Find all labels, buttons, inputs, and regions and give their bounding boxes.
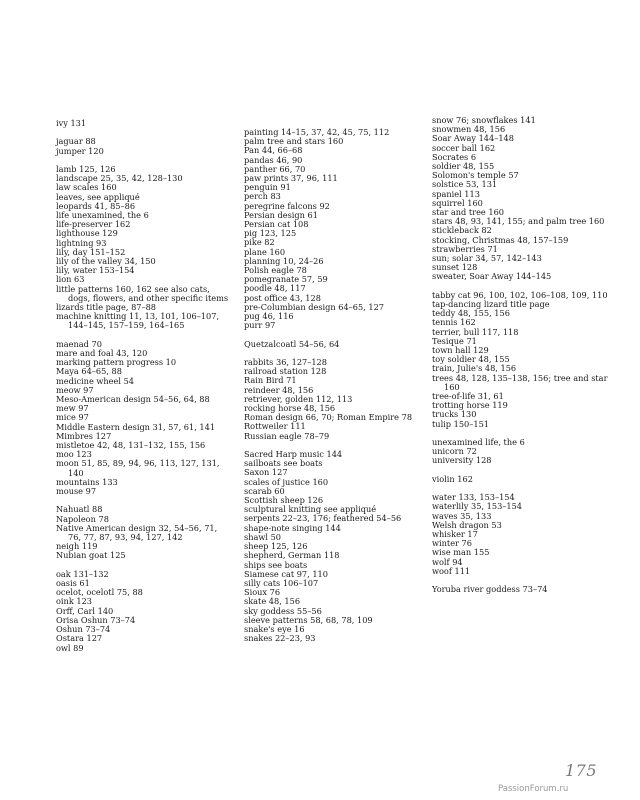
index-entry: unexamined life, the 6 xyxy=(432,437,525,448)
index-entry: trees 48, 128, 135–138, 156; tree and star 160 xyxy=(432,372,608,392)
index-entry: maenad 70 xyxy=(56,338,102,349)
index-entry: woof 111 xyxy=(432,565,471,576)
index-entry: Roman design 66, 70; Roman Empire 78 xyxy=(244,412,413,423)
index-entry: waterlily 35, 153–154 xyxy=(432,501,522,512)
index-entry: Yoruba river goddess 73–74 xyxy=(432,584,548,595)
index-entry: violin 162 xyxy=(432,473,473,484)
index-entry: sun; solar 34, 57, 142–143 xyxy=(432,253,542,264)
index-entry: trucks 130 xyxy=(432,409,477,420)
index-entry: university 128 xyxy=(432,455,492,466)
index-entry: Middle Eastern design 31, 57, 61, 141 xyxy=(56,421,216,432)
index-entry: machine knitting 11, 13, 101, 106–107, 144–145, 157–159, 164–165 xyxy=(56,311,220,331)
index-entry: planning 10, 24–26 xyxy=(244,255,324,266)
index-entry: Napoleon 78 xyxy=(56,513,109,524)
index-entry: mare and foal 43, 120 xyxy=(56,348,148,359)
index-entry: sweater, Soar Away 144–145 xyxy=(432,271,552,282)
index-entry: shepherd, German 118 xyxy=(244,550,340,561)
index-entry: sunset 128 xyxy=(432,262,478,273)
index-entry: poodle 48, 117 xyxy=(244,283,306,294)
index-entry: soccer ball 162 xyxy=(432,142,496,153)
index-entry: train, Julie's 48, 156 xyxy=(432,363,517,374)
index-entry: tabby cat 96, 100, 102, 106–108, 109, 110 xyxy=(432,289,608,300)
index-column-1 xyxy=(56,119,232,653)
index-entry: town hall 129 xyxy=(432,345,489,356)
index-entry: stickleback 82 xyxy=(432,225,492,236)
index-entry: wolf 94 xyxy=(432,556,463,567)
index-entry: Mimbres 127 xyxy=(56,430,112,441)
index-entry: medicine wheel 54 xyxy=(56,375,135,386)
index-entry: mice 97 xyxy=(56,412,89,423)
index-entry: tree-of-life 31, 61 xyxy=(432,391,504,402)
index-entry: stocking, Christmas 48, 157–159 xyxy=(432,234,569,245)
index-entry: Nubian goat 125 xyxy=(56,550,126,561)
index-entry: Rain Bird 71 xyxy=(244,375,297,386)
index-entry: scales of justice 160 xyxy=(244,476,329,487)
index-entry: Siamese cat 97, 110 xyxy=(244,568,328,579)
index-entry: jaguar 88 xyxy=(56,136,96,147)
index-entry: Scottish sheep 126 xyxy=(244,495,324,506)
index-entry: Persian design 61 xyxy=(244,209,318,220)
index-entry: wise man 155 xyxy=(432,547,490,558)
index-entry: solstice 53, 131 xyxy=(432,179,498,190)
index-entry: snakes 22–23, 93 xyxy=(244,633,316,644)
index-entry: stars 48, 93, 141, 155; and palm tree 160 xyxy=(432,216,605,227)
index-entry: Russian eagle 78–79 xyxy=(244,430,330,441)
index-entry: leopards 41, 85–86 xyxy=(56,200,136,211)
index-entry: Orff, Carl 140 xyxy=(56,605,114,616)
index-entry: pike 82 xyxy=(244,237,275,248)
index-entry: Native American design 32, 54–56, 71, 76, 77, 87, 93, 94, 127, 142 xyxy=(56,522,218,543)
index-entry: lily, water 153–154 xyxy=(56,265,135,276)
index-entry: tap-dancing lizard title page xyxy=(432,299,550,310)
index-entry: law scales 160 xyxy=(56,182,117,193)
index-entry: lizards title page, 87–88 xyxy=(56,302,157,313)
index-entry: purr 97 xyxy=(244,320,276,331)
index-entry: moo 123 xyxy=(56,449,92,460)
index-entry: spaniel 113 xyxy=(432,188,480,199)
index-entry: Welsh dragon 53 xyxy=(432,519,502,530)
index-entry: tulip 150–151 xyxy=(432,418,489,429)
index-entry: pug 46, 116 xyxy=(244,311,294,322)
index-entry: snow 76; snowflakes 141 xyxy=(432,115,536,125)
index-entry: sculptural knitting see appliqué xyxy=(244,504,377,515)
index-entry: pomegranate 57, 59 xyxy=(244,274,328,285)
index-entry: Persian cat 108 xyxy=(244,219,309,230)
index-entry: ocelot, ocelotl 75, 88 xyxy=(56,587,143,598)
index-entry: lighthouse 129 xyxy=(56,228,118,239)
index-entry: shawl 50 xyxy=(244,531,282,542)
index-entry: soldier 48, 155 xyxy=(432,161,495,172)
index-entry: oasis 61 xyxy=(56,578,90,589)
index-entry: palm tree and stars 160 xyxy=(244,136,344,147)
index-entry: Nahuatl 88 xyxy=(56,504,103,515)
index-entry: owl 89 xyxy=(56,642,84,653)
index-entry: snake's eye 16 xyxy=(244,623,305,634)
index-entry: scarab 60 xyxy=(244,485,285,496)
index-entry: sheep 125, 126 xyxy=(244,541,308,552)
index-entry: terrier, bull 117, 118 xyxy=(432,326,519,337)
index-entry: reindeer 48, 156 xyxy=(244,384,314,395)
page-number: 175 xyxy=(565,761,598,780)
index-entry: whisker 17 xyxy=(432,529,478,540)
index-entry: jumper 120 xyxy=(56,145,104,156)
index-column-2 xyxy=(244,128,420,643)
index-entry: Meso-American design 54–56, 64, 88 xyxy=(56,394,210,405)
index-entry: lily of the valley 34, 150 xyxy=(56,256,156,267)
index-entry: mistletoe 42, 48, 131–132, 155, 156 xyxy=(56,440,206,451)
index-entry: Quetzalcoatl 54–56, 64 xyxy=(244,338,340,349)
index-entry: Sioux 76 xyxy=(244,587,281,598)
index-entry: Ostara 127 xyxy=(56,633,103,644)
index-entry: pre-Columbian design 64–65, 127 xyxy=(244,301,385,312)
index-entry: serpents 22–23, 176; feathered 54–56 xyxy=(244,513,402,524)
index-entry: skate 48, 156 xyxy=(244,596,301,607)
index-entry: trotting horse 119 xyxy=(432,400,508,411)
index-entry: water 133, 153–154 xyxy=(432,492,515,503)
index-entry: oak 131–132 xyxy=(56,568,109,579)
index-entry: Pan 44, 66–68 xyxy=(244,145,303,156)
index-entry: teddy 48, 155, 156 xyxy=(432,308,510,319)
index-entry: toy soldier 48, 155 xyxy=(432,354,510,365)
index-entry: rabbits 36, 127–128 xyxy=(244,357,327,368)
index-entry: landscape 25, 35, 42, 128–130 xyxy=(56,173,183,184)
index-entry: Tesique 71 xyxy=(432,335,477,346)
index-entry: Oshun 73–74 xyxy=(56,624,111,635)
index-entry: Orisa Oshun 73–74 xyxy=(56,614,136,625)
index-entry: Rottweiler 111 xyxy=(244,421,306,432)
index-entry: Sacred Harp music 144 xyxy=(244,449,343,460)
index-entry: railroad station 128 xyxy=(244,366,327,377)
watermark: PassionForum.ru xyxy=(498,784,569,794)
index-entry: perch 83 xyxy=(244,191,281,202)
index-entry: squirrel 160 xyxy=(432,197,483,208)
index-entry: waves 35, 133 xyxy=(432,510,492,521)
index-entry: plane 160 xyxy=(244,246,286,257)
index-entry: leaves, see appliqué xyxy=(56,191,140,202)
index-entry: pig 123, 125 xyxy=(244,228,297,239)
index-entry: mouse 97 xyxy=(56,486,97,497)
index-entry: pandas 46, 90 xyxy=(244,154,303,165)
index-entry: star and tree 160 xyxy=(432,207,505,218)
index-entry: tennis 162 xyxy=(432,317,476,328)
index-entry: Soar Away 144–148 xyxy=(432,133,514,144)
index-entry: winter 76 xyxy=(432,538,472,549)
index-entry: rocking horse 48, 156 xyxy=(244,403,336,414)
index-entry: paw prints 37, 96, 111 xyxy=(244,173,338,184)
index-entry: lily, day 151–152 xyxy=(56,246,126,257)
index-entry: lamb 125, 126 xyxy=(56,163,116,174)
index-entry: life unexamined, the 6 xyxy=(56,210,149,220)
index-entry: moon 51, 85, 89, 94, 96, 113, 127, 131, 140 xyxy=(56,458,220,478)
index-entry: Solomon's temple 57 xyxy=(432,170,519,181)
index-entry: ivy 131 xyxy=(56,118,87,128)
index-entry: life-preserver 162 xyxy=(56,219,131,230)
index-entry: snowmen 48, 156 xyxy=(432,124,506,135)
index-entry: retriever, golden 112, 113 xyxy=(244,393,353,404)
index-column-3 xyxy=(432,116,608,594)
index-entry: meow 97 xyxy=(56,384,94,395)
index-entry: silly cats 106–107 xyxy=(244,577,319,588)
index-entry: little patterns 160, 162 see also cats, dogs, flowers, and other specific items xyxy=(56,283,229,303)
index-entry: marking pattern progress 10 xyxy=(56,357,177,368)
index-entry: panther 66, 70 xyxy=(244,163,306,174)
index-entry: sailboats see boats xyxy=(244,458,323,469)
index-entry: post office 43, 128 xyxy=(244,292,321,303)
index-entry: Maya 64–65, 88 xyxy=(56,366,122,377)
index-entry: Socrates 6 xyxy=(432,151,477,162)
index-entry: strawberries 71 xyxy=(432,243,498,254)
index-entry: shape-note singing 144 xyxy=(244,522,341,533)
index-entry: painting 14–15, 37, 42, 45, 75, 112 xyxy=(244,127,390,137)
index-entry: lightning 93 xyxy=(56,237,107,248)
index-entry: sky goddess 55–56 xyxy=(244,605,322,616)
index-entry: peregrine falcons 92 xyxy=(244,200,330,211)
index-entry: neigh 119 xyxy=(56,541,98,552)
index-entry: sleeve patterns 58, 68, 78, 109 xyxy=(244,614,373,625)
index-entry: Saxon 127 xyxy=(244,467,288,478)
index-entry: mew 97 xyxy=(56,403,89,414)
index-entry: ships see boats xyxy=(244,559,308,570)
index-entry: lion 63 xyxy=(56,274,85,285)
index-entry: oink 123 xyxy=(56,596,93,607)
index-entry: mountains 133 xyxy=(56,476,118,487)
index-entry: penguin 91 xyxy=(244,182,291,193)
index-entry: unicorn 72 xyxy=(432,446,477,457)
index-entry: Polish eagle 78 xyxy=(244,265,307,276)
